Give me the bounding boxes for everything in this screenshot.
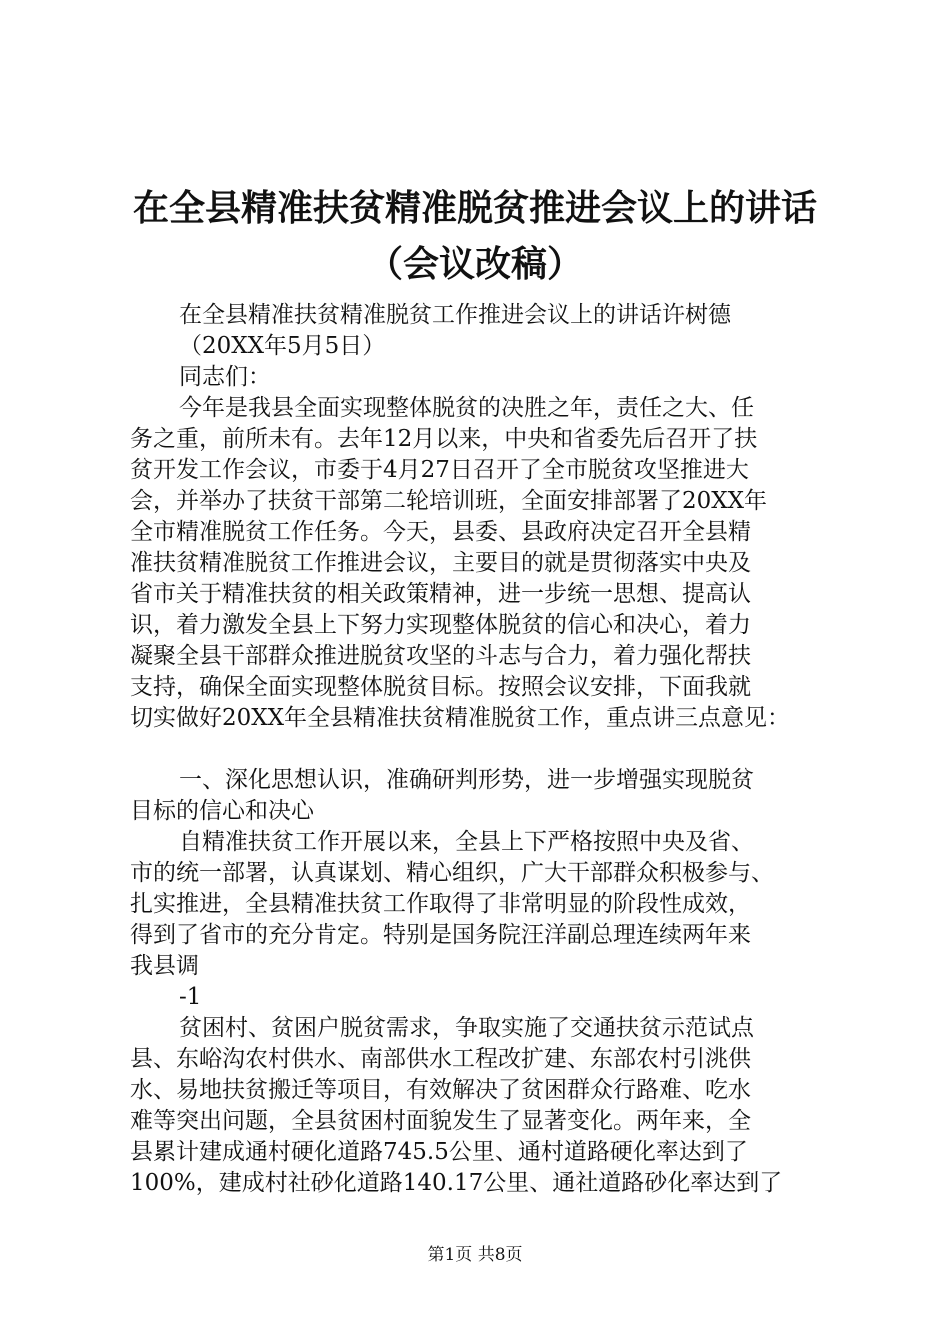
paragraph-1 [130,393,830,734]
page-footer: 第1页 共8页 [427,1245,523,1265]
paragraph-line: 切实做好20XX年全县精准扶贫精准脱贫工作，重点讲三点意见： [130,705,791,731]
salutation: 同志们： [179,364,271,390]
page-marker: -1 [179,984,202,1010]
subtitle: 在全县精准扶贫精准脱贫工作推进会议上的讲话许树德 [179,302,731,328]
paragraph-line: 扎实推进，全县精准扶贫工作取得了非常明显的阶段性成效， [130,891,751,917]
document-title-line1: 在全县精准扶贫精准脱贫推进会议上的讲话 [132,187,817,229]
paragraph-line: 自精准扶贫工作开展以来，全县上下严格按照中央及省、 [179,829,754,855]
paragraph-line: 我县调 [130,953,199,979]
paragraph-line: 难等突出问题，全县贫困村面貌发生了显著变化。两年来，全 [130,1108,751,1134]
paragraph-line: 县、东峪沟农村供水、南部供水工程改扩建、东部农村引洮供 [130,1046,751,1072]
paragraph-line: 准扶贫精准脱贫工作推进会议，主要目的就是贯彻落实中央及 [130,550,751,576]
section-heading-line: 目标的信心和决心 [130,798,314,824]
section-heading-line: 一、深化思想认识，准确研判形势，进一步增强实现脱贫 [179,767,754,793]
document-title-line2: （会议改稿） [366,243,583,285]
paragraph-2 [130,827,830,982]
paragraph-line: 得到了省市的充分肯定。特别是国务院汪洋副总理连续两年来 [130,922,751,948]
paragraph-line: 省市关于精准扶贫的相关政策精神，进一步统一思想、提高认 [130,581,751,607]
speech-date: （20XX年5月5日） [179,333,386,359]
paragraph-line: 贫困村、贫困户脱贫需求，争取实施了交通扶贫示范试点 [179,1015,754,1041]
paragraph-line: 贫开发工作会议，市委于4月27日召开了全市脱贫攻坚推进大 [130,457,749,483]
paragraph-line: 水、易地扶贫搬迁等项目，有效解决了贫困群众行路难、吃水 [130,1077,751,1103]
paragraph-line: 凝聚全县干部群众推进脱贫攻坚的斗志与合力，着力强化帮扶 [130,643,751,669]
paragraph-line: 支持，确保全面实现整体脱贫目标。按照会议安排，下面我就 [130,674,751,700]
paragraph-line: 市的统一部署，认真谋划、精心组织，广大干部群众积极参与、 [130,860,774,886]
paragraph-line: 务之重，前所未有。去年12月以来，中央和省委先后召开了扶 [130,426,758,452]
paragraph-line: 会，并举办了扶贫干部第二轮培训班，全面安排部署了20XX年 [130,488,768,514]
paragraph-line: 全市精准脱贫工作任务。今天，县委、县政府决定召开全县精 [130,519,751,545]
section-heading-1 [130,765,830,827]
paragraph-line: 县累计建成通村硬化道路745.5公里、通村道路硬化率达到了 [130,1139,748,1165]
paragraph-line: 识，着力激发全县上下努力实现整体脱贫的信心和决心，着力 [130,612,751,638]
paragraph-3 [130,1013,830,1199]
paragraph-line: 今年是我县全面实现整体脱贫的决胜之年，责任之大、任 [179,395,754,421]
blank-line [130,734,830,765]
paragraph-line: 100%，建成村社砂化道路140.17公里、通社道路砂化率达到了 [130,1170,783,1196]
document-body [130,300,830,1199]
